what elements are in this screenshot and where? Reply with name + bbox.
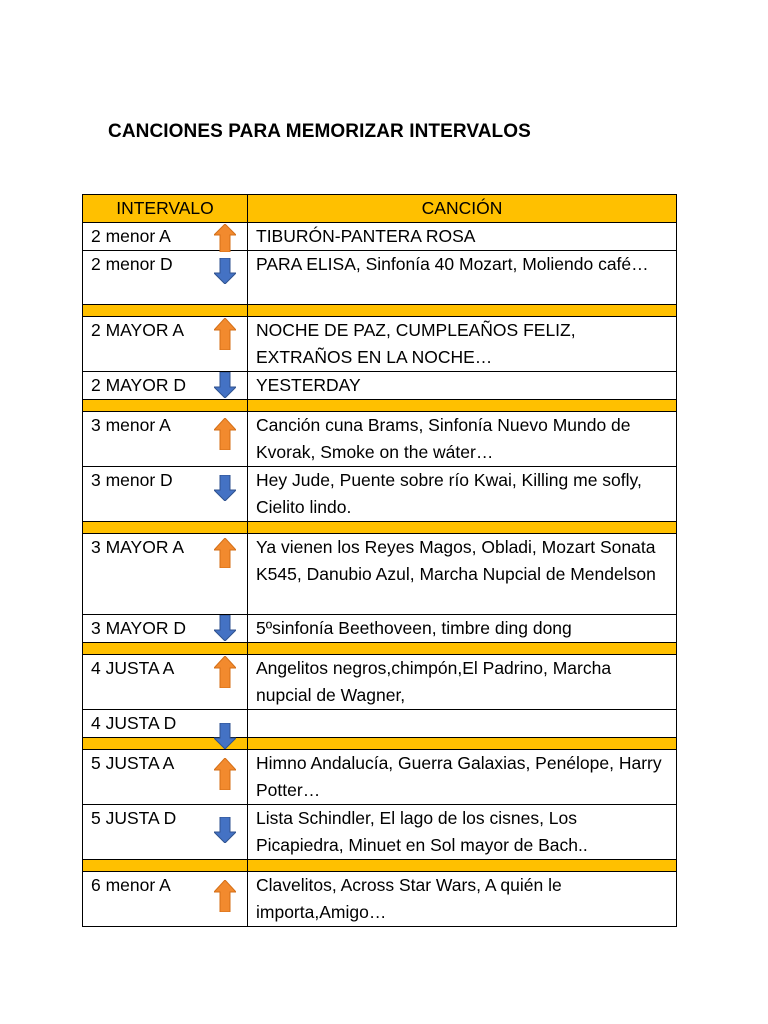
song-cell: TIBURÓN-PANTERA ROSA — [248, 223, 677, 251]
interval-label: 2 MAYOR D — [91, 375, 186, 395]
orange-up-arrow-icon — [214, 224, 236, 252]
interval-cell — [83, 223, 248, 251]
blue-down-arrow-icon — [214, 258, 236, 284]
table-row — [83, 372, 677, 400]
table-row — [83, 412, 677, 467]
table-row — [83, 750, 677, 805]
table-row — [83, 467, 677, 522]
song-cell — [248, 710, 677, 738]
interval-label: 2 MAYOR A — [91, 320, 185, 340]
interval-cell — [83, 872, 248, 927]
song-cell: Ya vienen los Reyes Magos, Obladi, Mozart Sonata K545, Danubio Azul, Marcha Nupcial de Mendelson — [248, 534, 677, 615]
interval-cell — [83, 534, 248, 615]
interval-cell — [83, 372, 248, 400]
song-cell: Canción cuna Brams, Sinfonía Nuevo Mundo de Kvorak, Smoke on the wáter… — [248, 412, 677, 467]
song-cell: Hey Jude, Puente sobre río Kwai, Killing me sofly, Cielito lindo. — [248, 467, 677, 522]
interval-cell — [83, 615, 248, 643]
interval-label: 3 MAYOR A — [91, 537, 185, 557]
song-cell: Himno Andalucía, Guerra Galaxias, Penélope, Harry Potter… — [248, 750, 677, 805]
orange-up-arrow-icon — [214, 418, 236, 450]
interval-cell — [83, 251, 248, 305]
table-header-row — [83, 195, 677, 223]
interval-cell — [83, 750, 248, 805]
song-cell: 5ºsinfonía Beethoveen, timbre ding dong — [248, 615, 677, 643]
interval-label: 6 menor A — [91, 875, 171, 895]
blue-down-arrow-icon — [214, 615, 236, 641]
table-row — [83, 872, 677, 927]
table-row — [83, 534, 677, 615]
interval-label: 5 JUSTA D — [91, 808, 177, 828]
interval-label: 5 JUSTA A — [91, 753, 175, 773]
intervals-table — [82, 194, 677, 927]
header-cancion: CANCIÓN — [248, 195, 677, 223]
blue-down-arrow-icon — [214, 372, 236, 398]
table-row — [83, 710, 677, 738]
header-intervalo: INTERVALO — [83, 195, 248, 223]
interval-cell — [83, 412, 248, 467]
interval-label: 4 JUSTA A — [91, 658, 175, 678]
separator-row — [83, 400, 677, 412]
song-cell: Clavelitos, Across Star Wars, A quién le importa,Amigo… — [248, 872, 677, 927]
interval-cell — [83, 710, 248, 738]
orange-up-arrow-icon — [214, 656, 236, 688]
table-row — [83, 317, 677, 372]
orange-up-arrow-icon — [214, 758, 236, 790]
orange-up-arrow-icon — [214, 880, 236, 912]
table-row — [83, 251, 677, 305]
table-row — [83, 223, 677, 251]
separator-row — [83, 643, 677, 655]
interval-label: 3 menor A — [91, 415, 171, 435]
song-cell: NOCHE DE PAZ, CUMPLEAÑOS FELIZ, EXTRAÑOS EN LA NOCHE… — [248, 317, 677, 372]
orange-up-arrow-icon — [214, 538, 236, 568]
interval-cell — [83, 655, 248, 710]
interval-label: 3 MAYOR D — [91, 618, 186, 638]
interval-label: 4 JUSTA D — [91, 713, 177, 733]
song-cell: Lista Schindler, El lago de los cisnes, Los Picapiedra, Minuet en Sol mayor de Bach.. — [248, 805, 677, 860]
table-row — [83, 615, 677, 643]
table-row — [83, 655, 677, 710]
blue-down-arrow-icon — [214, 817, 236, 843]
interval-cell — [83, 467, 248, 522]
blue-down-arrow-icon — [214, 723, 236, 749]
orange-up-arrow-icon — [214, 318, 236, 350]
separator-row — [83, 860, 677, 872]
table-row — [83, 805, 677, 860]
blue-down-arrow-icon — [214, 475, 236, 501]
interval-label: 3 menor D — [91, 470, 173, 490]
song-cell: Angelitos negros,chimpón,El Padrino, Marcha nupcial de Wagner, — [248, 655, 677, 710]
interval-cell — [83, 805, 248, 860]
interval-label: 2 menor A — [91, 226, 171, 246]
song-cell: YESTERDAY — [248, 372, 677, 400]
separator-row — [83, 738, 677, 750]
separator-row — [83, 305, 677, 317]
separator-row — [83, 522, 677, 534]
interval-cell — [83, 317, 248, 372]
interval-label: 2 menor D — [91, 254, 173, 274]
song-cell: PARA ELISA, Sinfonía 40 Mozart, Moliendo café… — [248, 251, 677, 305]
document-title: CANCIONES PARA MEMORIZAR INTERVALOS — [108, 121, 531, 142]
